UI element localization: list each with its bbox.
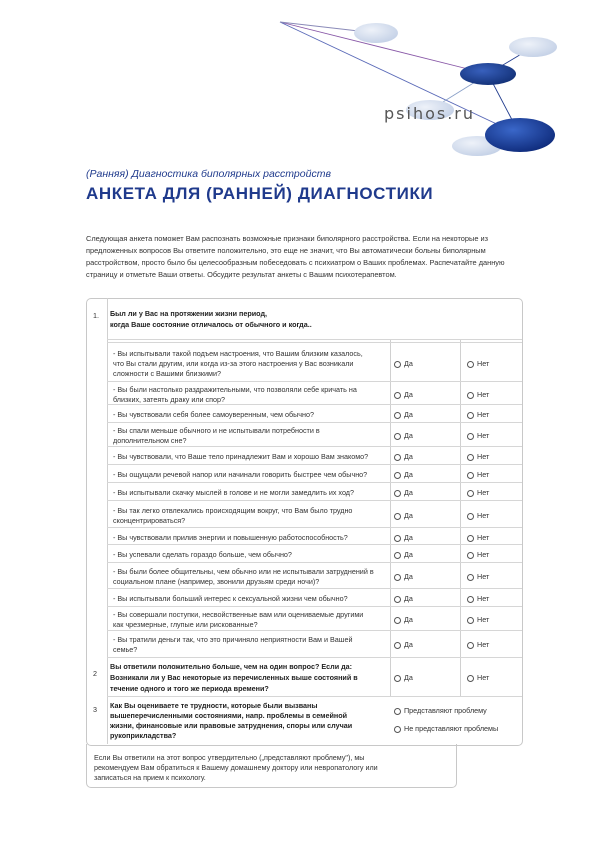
answer-no[interactable]: [467, 488, 489, 498]
question-item-line: социальном плане (например, звонили друзьям среди ночи)?: [113, 577, 320, 586]
answer-yes-label: Да: [404, 510, 413, 520]
sphere-mid: [460, 63, 516, 85]
row-divider: [107, 606, 522, 607]
question-item-line: как чрезмерные, глупые или рискованные?: [113, 620, 258, 629]
answer-no-label: Нет: [477, 358, 490, 368]
sphere-right-top: [509, 37, 557, 57]
answer-yes[interactable]: [394, 452, 413, 462]
question-item-line: - Вы чувствовали себя более самоуверенным, чем обычно?: [113, 410, 314, 419]
answer-yes-label: Да: [404, 431, 413, 440]
question-item-line: - Вы были настолько раздражительными, что позволяли себе кричать на: [113, 384, 357, 394]
answer-yes[interactable]: [394, 390, 413, 400]
answer-yes[interactable]: [394, 488, 413, 498]
divider-num-col: [107, 298, 108, 744]
site-name[interactable]: psihos.ru: [384, 104, 476, 123]
answer-no[interactable]: [467, 511, 489, 521]
radio-icon[interactable]: [467, 472, 474, 479]
answer-yes-label: Да: [404, 549, 413, 559]
answer-no[interactable]: [467, 572, 489, 582]
radio-icon[interactable]: [394, 454, 401, 461]
answer-no[interactable]: [467, 640, 489, 650]
answer-problem-label: Представляют проблему: [404, 706, 487, 715]
question-text-line: рукоприкладства?: [110, 731, 177, 740]
answer-no-label: Нет: [477, 549, 490, 559]
radio-icon[interactable]: [467, 552, 474, 559]
answer-yes-label: Да: [404, 594, 413, 603]
answer-no-label: Нет: [477, 410, 490, 419]
answer-no-label: Нет: [477, 572, 490, 581]
answer-no[interactable]: [467, 452, 489, 462]
row-divider: [107, 527, 522, 528]
question-item-line: - Вы чувствовали прилив энергии и повышенную работоспособность?: [113, 532, 348, 542]
answer-yes-label: Да: [404, 488, 413, 497]
question-item-line: семье?: [113, 644, 138, 654]
radio-icon[interactable]: [394, 708, 401, 715]
answer-no[interactable]: [467, 390, 489, 400]
sphere-small-top: [354, 23, 398, 43]
radio-icon[interactable]: [394, 513, 401, 520]
answer-no-label: Нет: [477, 594, 490, 603]
answer-yes-label: Да: [404, 358, 413, 368]
answer-no[interactable]: [467, 410, 489, 420]
divider-yes-col: [390, 339, 391, 696]
answer-no-label: Нет: [477, 510, 490, 520]
answer-yes-label: Да: [404, 452, 413, 461]
answer-no-label: Нет: [477, 615, 490, 624]
radio-icon[interactable]: [467, 412, 474, 419]
answer-no[interactable]: [467, 359, 489, 369]
question-text-line: жизни, финансовые или правовые затруднения, споры или случаи: [110, 721, 353, 730]
radio-icon[interactable]: [394, 574, 401, 581]
row-divider: [107, 562, 522, 563]
divider-no-col: [460, 339, 461, 696]
radio-icon[interactable]: [467, 433, 474, 440]
question-item-line: - Вы успевали сделать гораздо больше, чем обычно?: [113, 549, 292, 559]
question-item-line: - Вы тратили деньги так, что это причиняло неприятности Вам и Вашей: [113, 634, 353, 644]
page-title: АНКЕТА ДЛЯ (РАННЕЙ) ДИАГНОСТИКИ: [86, 184, 434, 203]
row-divider: [107, 544, 522, 545]
radio-icon[interactable]: [394, 726, 401, 733]
radio-icon[interactable]: [394, 642, 401, 649]
question-item-line: - Вы ощущали речевой напор или начинали говорить быстрее чем обычно?: [113, 470, 368, 479]
row-divider: [107, 446, 522, 447]
radio-icon[interactable]: [467, 642, 474, 649]
answer-no[interactable]: [467, 673, 489, 683]
sphere-big: [485, 118, 555, 152]
answer-no-label: Нет: [477, 452, 490, 461]
radio-icon[interactable]: [394, 535, 401, 542]
answer-no-label: Нет: [477, 673, 490, 682]
radio-icon[interactable]: [394, 392, 401, 399]
answer-no[interactable]: [467, 470, 489, 480]
question-item-line: сконцентрироваться?: [113, 515, 186, 525]
question-item-line: что Вы стали другим, или когда из-за этого настроения у Вас возникали: [113, 358, 354, 368]
radio-icon[interactable]: [467, 574, 474, 581]
row-divider: [107, 588, 522, 589]
radio-icon[interactable]: [467, 513, 474, 520]
answer-yes[interactable]: [394, 431, 413, 441]
answer-no[interactable]: [467, 550, 489, 560]
answer-no-label: Нет: [477, 488, 490, 497]
row-divider: [107, 657, 522, 658]
radio-icon[interactable]: [394, 412, 401, 419]
radio-icon[interactable]: [394, 490, 401, 497]
radio-icon[interactable]: [394, 433, 401, 440]
question-item-line: - Вы испытывали больший интерес к сексуальной жизни чем обычно?: [113, 594, 348, 603]
question-text-line: Возникали ли у Вас некоторые из перечисленных выше состояний в: [110, 673, 358, 682]
radio-icon[interactable]: [394, 361, 401, 368]
question-item-line: - Вы испытывали скачку мыслей в голове и не могли замедлить их ход?: [113, 488, 354, 497]
answer-yes[interactable]: [394, 594, 413, 604]
radio-icon[interactable]: [467, 675, 474, 682]
answer-yes-label: Да: [404, 615, 413, 624]
answer-yes-label: Да: [404, 673, 413, 682]
question-text-line: Вы ответили положительно больше, чем на один вопрос? Если да:: [110, 662, 353, 671]
answer-yes[interactable]: [394, 533, 413, 543]
answer-yes[interactable]: [394, 615, 413, 625]
answer-no[interactable]: [467, 594, 489, 604]
radio-icon[interactable]: [394, 552, 401, 559]
radio-icon[interactable]: [394, 472, 401, 479]
answer-yes[interactable]: [394, 550, 413, 560]
answer-no-label: Нет: [477, 639, 490, 649]
answer-yes[interactable]: [394, 511, 413, 521]
answer-yes[interactable]: [394, 470, 413, 480]
question-item-line: - Вы чувствовали, что Ваше тело принадлежит Вам и хорошо Вам знакомо?: [113, 452, 369, 461]
answer-yes[interactable]: [394, 640, 413, 650]
row-divider: [107, 482, 522, 483]
row-divider: [107, 630, 522, 631]
question-item-line: дополнительном сне?: [113, 436, 187, 445]
question-item-line: - Вы совершали поступки, несвойственные вам или оцениваемые другими: [113, 610, 364, 619]
answer-no-label: Нет: [477, 532, 490, 542]
question-item-line: - Вы спали меньше обычного и не испытывали потребности в: [113, 426, 320, 435]
answer-yes-label: Да: [404, 639, 413, 649]
answer-no[interactable]: [467, 533, 489, 543]
question-text-line: Как Вы оцениваете те трудности, которые были вызваны: [110, 701, 318, 710]
answer-no-label: Нет: [477, 431, 490, 440]
question-number: 1.: [93, 311, 99, 320]
intro-text: Следующая анкета поможет Вам распознать возможные признаки биполярного расстройства. Если на некоторые из предложенных вопросов Вы ответите положительно, это еще не значит, что Вы автоматически больны биполярным расстройством, просто было бы целесообразным побеседовать с психиатром о Ваших проблемах. Распечатайте данную страницу и отметьте Ваши ответы. Обсудите результат анкеты с Вашим психотерапевтом.: [86, 234, 505, 279]
question-item-line: - Вы были более общительны, чем обычно или не испытывали затруднений в: [113, 567, 374, 576]
radio-icon[interactable]: [467, 596, 474, 603]
answer-yes[interactable]: [394, 359, 413, 369]
page-subtitle: (Ранняя) Диагностика биполярных расстройств: [86, 168, 331, 180]
question-number: 3: [93, 705, 97, 714]
radio-icon[interactable]: [467, 490, 474, 497]
answer-yes[interactable]: [394, 673, 413, 683]
radio-icon[interactable]: [394, 596, 401, 603]
radio-icon[interactable]: [467, 392, 474, 399]
answer-yes-label: Да: [404, 470, 413, 479]
radio-icon[interactable]: [467, 454, 474, 461]
radio-icon[interactable]: [467, 535, 474, 542]
answer-no[interactable]: [467, 615, 489, 625]
answer-problem[interactable]: [394, 706, 487, 716]
row-divider: [107, 500, 522, 501]
answer-yes-label: Да: [404, 389, 413, 399]
answer-no-problem-label: Не представляют проблемы: [404, 724, 499, 733]
question-heading-line: когда Ваше состояние отличалось от обычного и когда..: [110, 320, 312, 329]
answer-yes[interactable]: [394, 410, 413, 420]
question-item-line: близких, затеять драку или спор?: [113, 394, 226, 404]
recommendation-note: Если Вы ответили на этот вопрос утвердительно („представляют проблему"), мы рекомендуем Вам обратиться к Вашему домашнему доктору или невропатологу или записаться на прием к психологу.: [94, 753, 378, 782]
radio-icon[interactable]: [394, 617, 401, 624]
answer-yes-label: Да: [404, 572, 413, 581]
answer-no-problem[interactable]: [394, 724, 498, 734]
question-item-line: - Вы так легко отвлекались происходящим вокруг, что Вам было трудно: [113, 505, 353, 515]
question-text-line: вышеперечисленными состояниями, напр. проблемы в семейной: [110, 711, 348, 720]
answer-yes-label: Да: [404, 532, 413, 542]
answer-yes[interactable]: [394, 572, 413, 582]
answer-no[interactable]: [467, 431, 489, 441]
question-text-line: течение одного и того же периода времени?: [110, 684, 269, 693]
question-item-line: сложности с Вашими близкими?: [113, 368, 221, 378]
row-divider: [107, 464, 522, 465]
row-divider: [107, 339, 522, 340]
row-divider: [107, 422, 522, 423]
molecule-logo: [0, 0, 595, 175]
answer-yes-label: Да: [404, 410, 413, 419]
row-divider: [107, 381, 522, 382]
row-divider: [107, 342, 522, 343]
radio-icon[interactable]: [467, 617, 474, 624]
radio-icon[interactable]: [467, 361, 474, 368]
row-divider: [107, 404, 522, 405]
question-item-line: - Вы испытывали такой подъем настроения, что Вашим близким казалось,: [113, 348, 363, 358]
question-heading-line: Был ли у Вас на протяжении жизни период,: [110, 309, 268, 318]
question-number: 2: [93, 669, 97, 678]
row-divider: [107, 696, 522, 697]
radio-icon[interactable]: [394, 675, 401, 682]
answer-no-label: Нет: [477, 389, 490, 399]
answer-no-label: Нет: [477, 470, 490, 479]
